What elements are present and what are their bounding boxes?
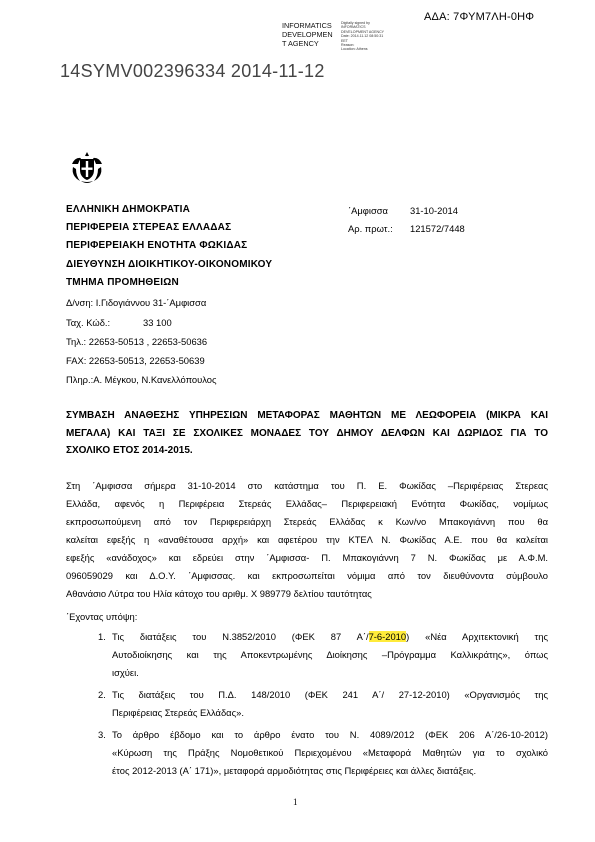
signature-line: EET xyxy=(341,38,348,43)
preamble-line: εκπροσωπούμενη από τον Περιφερειάρχη Στερεάς Ελλάδας κ Κων/νο Μπακογιάννη που θα xyxy=(66,516,548,527)
signature-line: Location: Athens xyxy=(341,47,368,52)
contract-preamble xyxy=(66,477,548,603)
contract-subject xyxy=(66,407,548,460)
item-line: ισχύει. xyxy=(112,667,139,678)
highlighted-date: 7-6-2010 xyxy=(368,631,407,642)
subject-line: ΣΥΜΒΑΣΗ ΑΝΑΘΕΣΗΣ ΥΠΗΡΕΣΙΩΝ ΜΕΤΑΦΟΡΑΣ ΜΑΘΗΤΩΝ ΜΕ ΛΕΩΦΟΡΕΙΑ (ΜΙΚΡΑ ΚΑΙ xyxy=(66,410,548,421)
having-regard-heading: ΄Εχοντας υπόψη: xyxy=(66,611,138,622)
signature-line: INFORMATICS xyxy=(341,25,366,30)
signature-line: Reason: xyxy=(341,43,355,48)
header-line-regional-unit: ΠΕΡΙΦΕΡΕΙΑΚΗ ΕΝΟΤΗΤΑ ΦΩΚΙΔΑΣ xyxy=(66,240,248,251)
subject-line: ΜΕΓΑΛΑ) ΚΑΙ ΤΑΞΙ ΣΕ ΣΧΟΛΙΚΕΣ ΜΟΝΑΔΕΣ ΤΟΥ ΔΗΜΟΥ ΔΕΛΦΩΝ ΚΑΙ ΔΩΡΙΔΟΣ ΓΙΑ ΤΟ xyxy=(66,427,548,439)
phone-line: Τηλ.: 22653-50513 , 22653-50636 xyxy=(66,336,208,347)
page-number: 1 xyxy=(293,797,298,807)
item-line: Περιφέρειας Στερεάς Ελλάδας». xyxy=(112,707,244,718)
protocol-number: 121572/7448 xyxy=(410,223,465,234)
signer-organization xyxy=(282,21,342,48)
protocol-label: Αρ. πρωτ.: xyxy=(348,223,393,234)
postcode-value: 33 100 xyxy=(143,317,172,328)
signature-line: Date: 2014.11.12 08:50:31 xyxy=(341,34,384,39)
preamble-line: Στη ΄Αμφισσα σήμερα 31-10-2014 στο κατάστημα του Π. Ε. Φωκίδας –Περιφέρειας Στερεας xyxy=(66,480,548,491)
signer-org-line: T AGENCY xyxy=(282,39,319,48)
preamble-line: καλείται εφεξής η «αναθέτουσα αρχή» και αφετέρου την ΚΤΕΛ Ν. Φωκίδας Α.Ε. που θα καλείται xyxy=(66,534,548,545)
item-line: Τις διατάξεις του Π.Δ. 148/2010 (ΦΕΚ 241 Α΄/ 27-12-2010) «Οργανισμός της xyxy=(112,689,548,700)
signer-org-line: DEVELOPMEN xyxy=(282,30,333,39)
preamble-line: εφεξής «ανάδοχος» και εδρεύει στην ΄Αμφισσα- Π. Μπακογιάννη 7 Ν. Φωκίδας με Α.Φ.Μ. xyxy=(66,552,548,563)
greek-emblem-icon xyxy=(69,150,105,186)
item-number: 2. xyxy=(98,689,106,700)
header-line-department: ΤΜΗΜΑ ΠΡΟΜΗΘΕΙΩΝ xyxy=(66,277,179,288)
item-number: 3. xyxy=(98,729,106,740)
header-line-directorate: ΔΙΕΥΘΥΝΣΗ ΔΙΟΙΚΗΤΙΚΟΥ-ΟΙΚΟΝΟΜΙΚΟΥ xyxy=(66,259,273,270)
contact-person-line: Πληρ.:Α. Μέγκου, Ν.Κανελλόπουλος xyxy=(66,374,217,385)
date-value: 31-10-2014 xyxy=(410,205,458,216)
digital-signature-details xyxy=(341,21,401,52)
item-line: έτος 2012-2013 (Α΄ 171)», μεταφορά αρμοδιότητας στις Περιφέρειες και άλλες διατάξεις. xyxy=(112,765,477,776)
preamble-line: Αθανάσιο Λύτρα του Ηλία κάτοχο του αριθμ. Χ 989779 δελτίου ταυτότητας xyxy=(66,588,372,599)
item-text: Τις διατάξεις του Ν.3852/2010 (ΦΕΚ 87 Α΄/ xyxy=(112,631,369,642)
address-line: Δ/νση: Ι.Γιδογιάννου 31-΄Αμφισσα xyxy=(66,297,207,308)
ada-code: ΑΔΑ: 7ΦΥΜ7ΛΗ-0ΗΦ xyxy=(424,11,535,23)
preamble-line: Ελλάδα, αφενός η Περιφέρεια Στερεάς Ελλάδας– Περιφερειακή Ενότητα Φωκίδας, νομίμως xyxy=(66,498,548,509)
document-id: 14SYMV002396334 2014-11-12 xyxy=(60,61,325,81)
item-line: Το άρθρο έβδομο και το άρθρο ένατο του Ν. 4089/2012 (ΦΕΚ 206 Α΄/26-10-2012) xyxy=(112,729,548,740)
postcode-label: Ταχ. Κώδ.: xyxy=(66,317,111,328)
preamble-line: 096059029 και Δ.Ο.Υ. ΄Αμφισσας. και εκπροσωπείται νόμιμα από τον διευθύνοντα σύμβουλο xyxy=(66,570,548,581)
signature-line: DEVELOPMENT AGENCY xyxy=(341,29,385,34)
item-text: ) «Νέα Αρχιτεκτονική της xyxy=(406,631,548,642)
place-label: ΄Αμφισσα xyxy=(348,205,388,216)
header-line-republic: ΕΛΛΗΝΙΚΗ ΔΗΜΟΚΡΑΤΙΑ xyxy=(66,204,191,215)
signature-line: Digitally signed by xyxy=(341,21,370,25)
item-line: «Κύρωση της Πράξης Νομοθετικού Περιεχομένου «Μεταφορά Μαθητών για το σχολικό xyxy=(112,747,548,758)
fax-line: FAX: 22653-50513, 22653-50639 xyxy=(66,355,205,366)
item-line: Αυτοδιοίκησης και της Αποκεντρωμένης Διοίκησης –Πρόγραμμα Καλλικράτης», όπως xyxy=(112,649,548,660)
item-number: 1. xyxy=(98,631,106,642)
subject-line: ΣΧΟΛΙΚΟ ΕΤΟΣ 2014-2015. xyxy=(66,445,193,456)
signer-org-line: INFORMATICS xyxy=(282,21,332,30)
item-line xyxy=(112,628,548,646)
header-line-region: ΠΕΡΙΦΕΡΕΙΑ ΣΤΕΡΕΑΣ ΕΛΛΑΔΑΣ xyxy=(66,222,232,233)
